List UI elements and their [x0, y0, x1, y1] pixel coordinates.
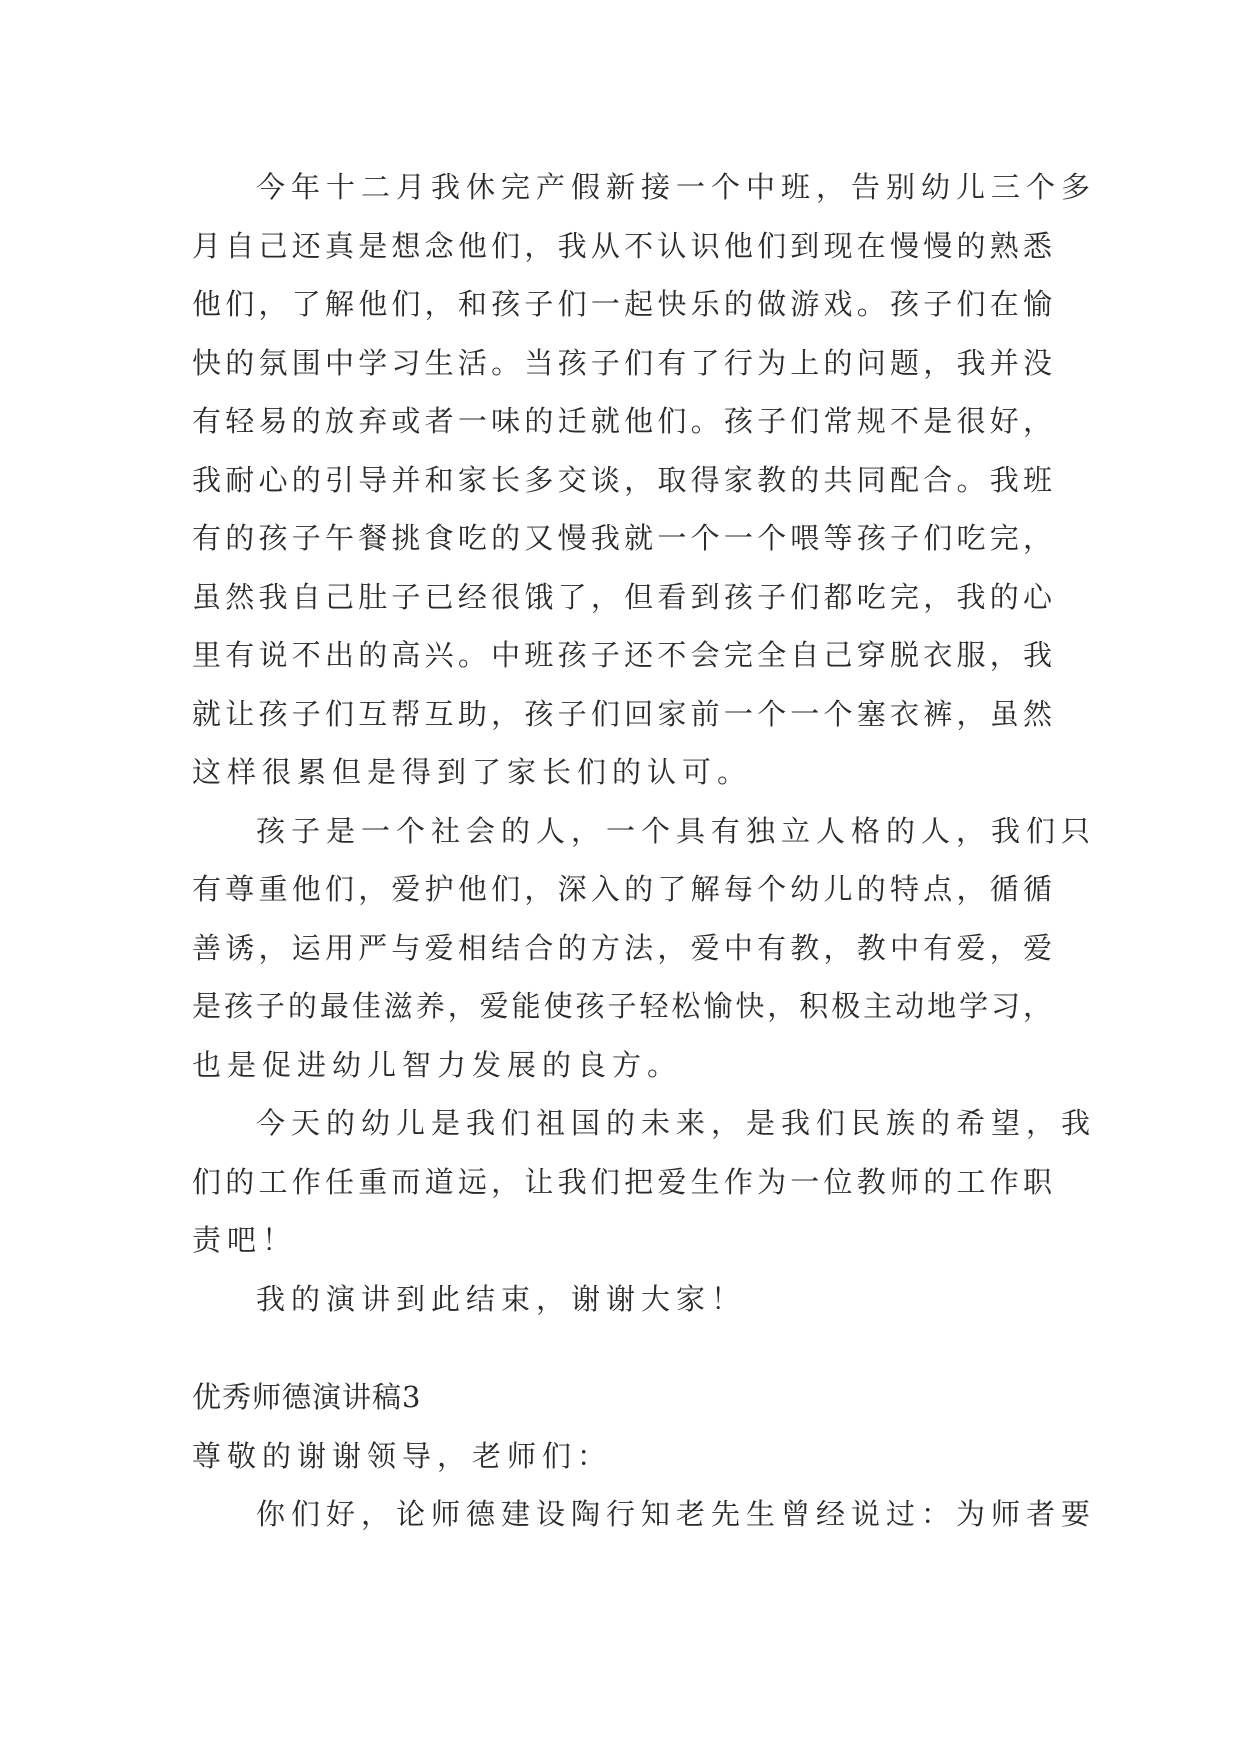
text-line: 是孩子的最佳滋养，爱能使孩子轻松愉快，积极主动地学习，	[192, 989, 1052, 1023]
text-line: 责吧！	[192, 1223, 298, 1257]
text-line: 快的氛围中学习生活。当孩子们有了行为上的问题，我并没	[192, 345, 1052, 380]
text-line: 我耐心的引导并和家长多交谈，取得家教的共同配合。我班	[192, 462, 1052, 497]
text-line: 你们好，论师德建设陶行知老先生曾经说过：为师者要	[256, 1497, 1097, 1531]
text-line: 孩子是一个社会的人，一个具有独立人格的人，我们只	[256, 813, 1097, 848]
paragraph-1	[192, 158, 1097, 802]
text-line: 今天的幼儿是我们祖国的未来，是我们民族的希望，我	[256, 1106, 1097, 1140]
text-line: 这样很累但是得到了家长们的认可。	[192, 755, 753, 789]
paragraph-3	[192, 1094, 1097, 1270]
text-line: 有的孩子午餐挑食吃的又慢我就一个一个喂等孩子们吃完，	[192, 521, 1052, 555]
paragraph-5	[192, 1485, 1097, 1544]
paragraph-2	[192, 802, 1097, 1095]
text-line: 今年十二月我休完产假新接一个中班，告别幼儿三个多	[256, 170, 1097, 204]
text-line: 月自己还真是想念他们，我从不认识他们到现在慢慢的熟悉	[192, 228, 1052, 263]
section-gap	[192, 1328, 1052, 1368]
text-line: 就让孩子们互帮互助，孩子们回家前一个一个塞衣裤，虽然	[192, 696, 1052, 731]
text-line: 也是促进幼儿智力发展的良方。	[192, 1047, 683, 1082]
text-line: 们的工作任重而道远，让我们把爱生作为一位教师的工作职	[192, 1164, 1052, 1199]
document-body	[192, 158, 1097, 1544]
section-title: 优秀师德演讲稿3	[192, 1380, 422, 1414]
text-line: 他们，了解他们，和孩子们一起快乐的做游戏。孩子们在愉	[192, 287, 1052, 321]
text-line: 有尊重他们，爱护他们，深入的了解每个幼儿的特点，循循	[192, 872, 1052, 906]
salutation: 尊敬的谢谢领导，老师们：	[192, 1438, 613, 1473]
text-line: 里有说不出的高兴。中班孩子还不会完全自己穿脱衣服，我	[192, 638, 1052, 672]
text-line: 善诱，运用严与爱相结合的方法，爱中有教，教中有爱，爱	[192, 930, 1052, 965]
text-line: 有轻易的放弃或者一味的迁就他们。孩子们常规不是很好，	[192, 404, 1052, 438]
text-line: 我的演讲到此结束，谢谢大家！	[256, 1281, 747, 1316]
paragraph-4	[192, 1270, 1052, 1329]
text-line: 虽然我自己肚子已经很饿了，但看到孩子们都吃完，我的心	[192, 579, 1052, 614]
